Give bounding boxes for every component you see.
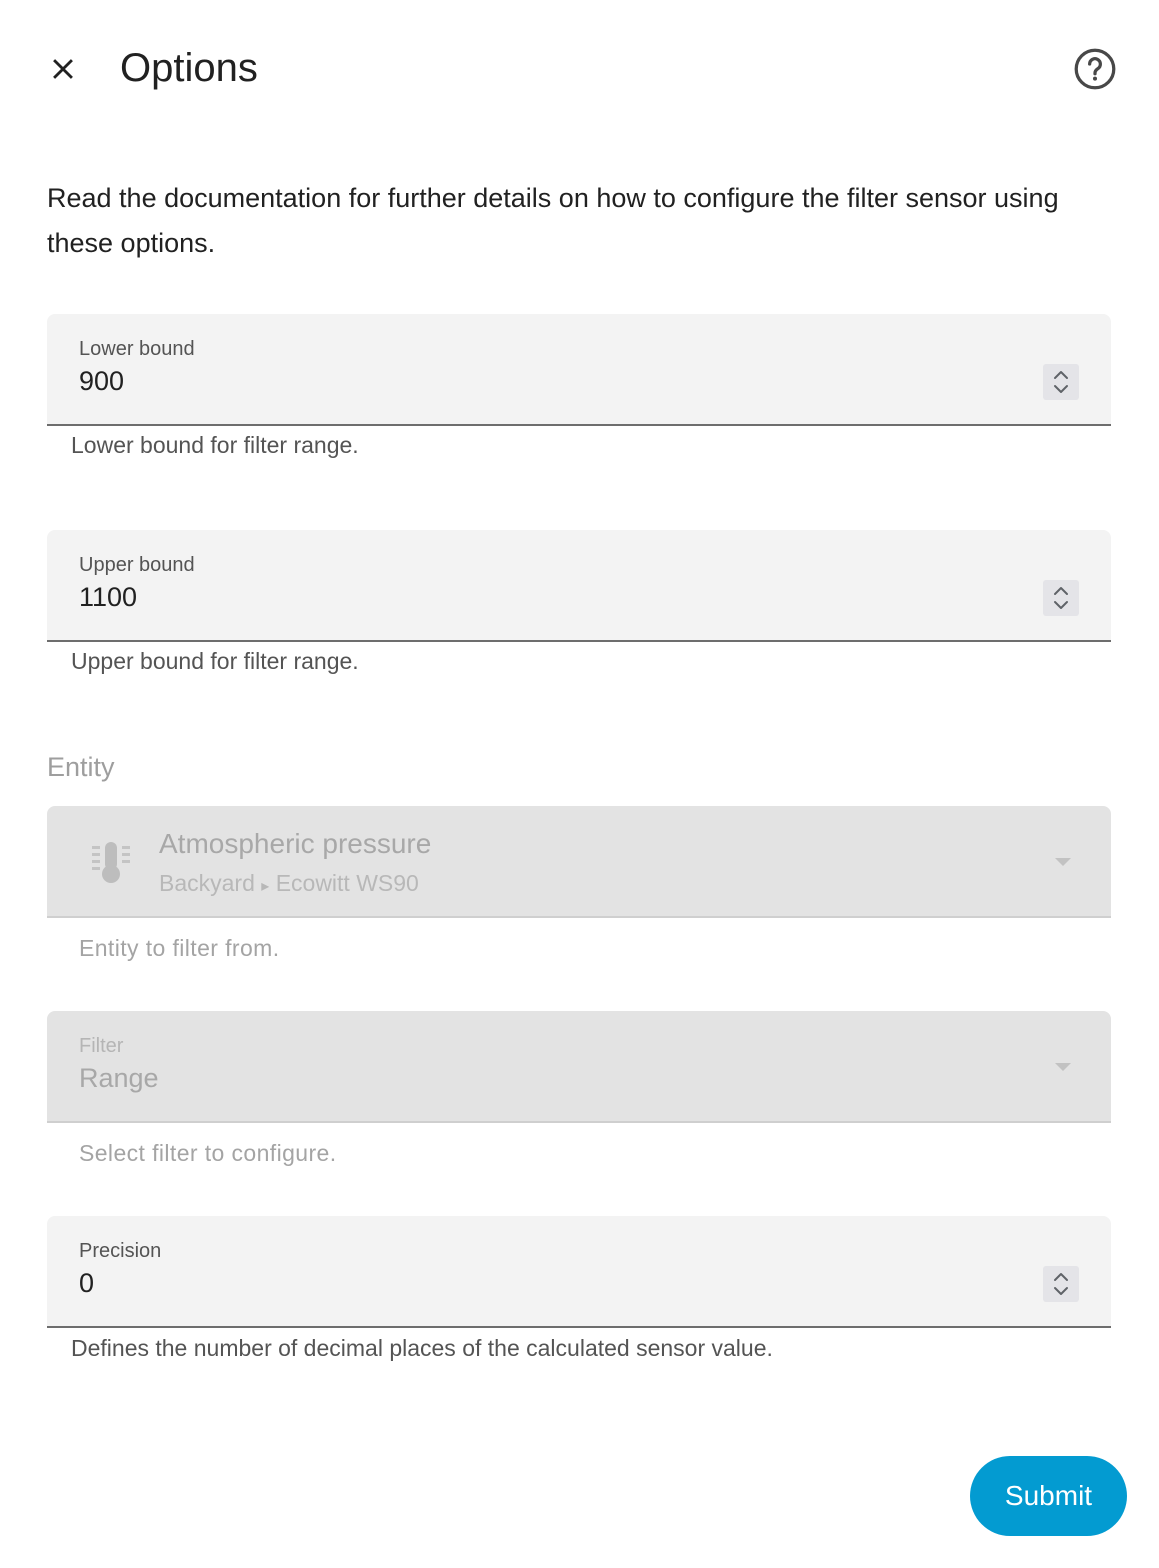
entity-location — [159, 870, 419, 897]
precision-label: Precision — [79, 1240, 162, 1262]
precision-input[interactable]: 0 — [79, 1268, 95, 1298]
entity-picker[interactable] — [47, 806, 1111, 918]
help-button[interactable] — [1072, 46, 1118, 92]
entity-area: Backyard — [159, 870, 255, 896]
precision-field[interactable] — [47, 1216, 1111, 1328]
submit-button[interactable]: Submit — [970, 1456, 1127, 1536]
stepper-arrows-icon — [1051, 583, 1071, 613]
lower-bound-label: Lower bound — [79, 338, 195, 360]
lower-bound-field[interactable] — [47, 314, 1111, 426]
entity-device: Ecowitt WS90 — [275, 870, 419, 896]
precision-stepper[interactable] — [1043, 1266, 1079, 1302]
entity-section-label: Entity — [47, 752, 115, 782]
upper-bound-field[interactable] — [47, 530, 1111, 642]
lower-bound-helper: Lower bound for filter range. — [71, 432, 359, 458]
breadcrumb-separator-icon: ▸ — [261, 878, 270, 895]
filter-value: Range — [79, 1063, 159, 1093]
precision-helper: Defines the number of decimal places of the calculated sensor value. — [71, 1335, 773, 1361]
upper-bound-label: Upper bound — [79, 554, 195, 576]
filter-select[interactable] — [47, 1011, 1111, 1123]
filter-label: Filter — [79, 1035, 124, 1057]
upper-bound-stepper[interactable] — [1043, 580, 1079, 616]
upper-bound-helper: Upper bound for filter range. — [71, 648, 359, 674]
lower-bound-input[interactable]: 900 — [79, 366, 125, 396]
close-icon — [46, 52, 80, 86]
stepper-arrows-icon — [1051, 1269, 1071, 1299]
dropdown-arrow-icon[interactable] — [1053, 1061, 1073, 1073]
filter-helper: Select filter to configure. — [79, 1140, 337, 1166]
dropdown-arrow-icon[interactable] — [1053, 856, 1073, 868]
entity-helper: Entity to filter from. — [79, 935, 280, 961]
dialog-title: Options — [120, 46, 258, 90]
close-button[interactable] — [40, 46, 86, 92]
stepper-arrows-icon — [1051, 367, 1071, 397]
description-text: Read the documentation for further details on how to configure the filter sensor using these options. — [47, 183, 1059, 258]
entity-name: Atmospheric pressure — [159, 828, 432, 859]
thermometer-icon — [91, 840, 131, 884]
upper-bound-input[interactable]: 1100 — [79, 582, 138, 612]
help-circle-icon — [1072, 46, 1118, 92]
lower-bound-stepper[interactable] — [1043, 364, 1079, 400]
dialog-header — [0, 0, 1159, 136]
